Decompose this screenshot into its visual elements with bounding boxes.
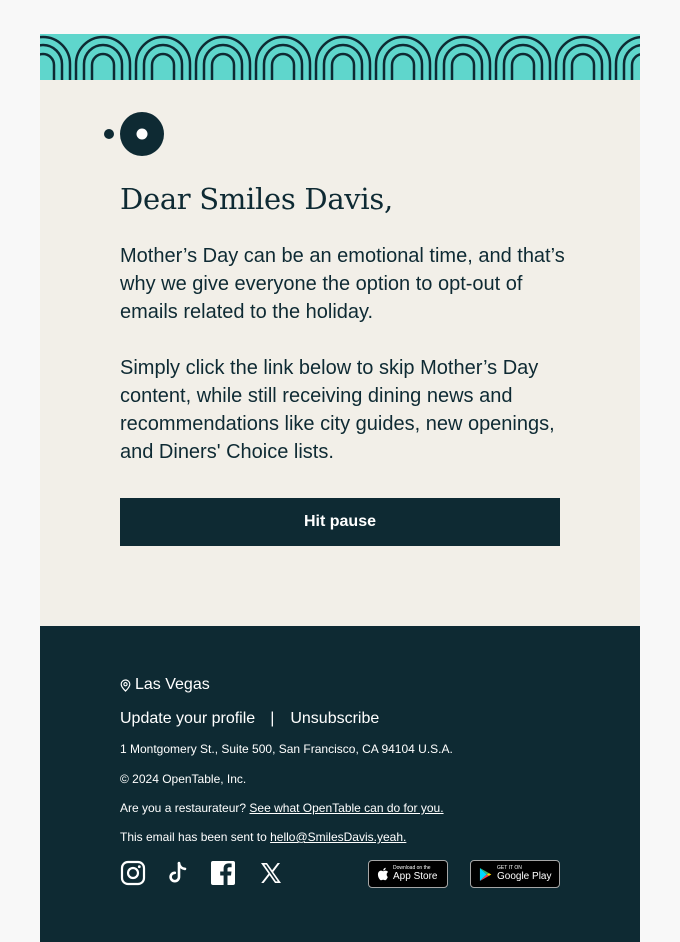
opentable-logo-icon [103, 112, 165, 158]
sent-to-prefix: This email has been sent to [120, 830, 267, 844]
email-body [40, 80, 640, 626]
restaurateur-line [120, 801, 444, 815]
location [120, 676, 210, 694]
email-footer [40, 626, 640, 942]
app-store-badge[interactable] [368, 860, 448, 888]
body-paragraph-2: Simply click the link below to skip Mother’s Day content, while still receiving dining news and recommendations like city guides, new openings, and Diners' Choice lists. [120, 357, 555, 463]
x-icon[interactable] [258, 860, 284, 886]
unsubscribe-link[interactable]: Unsubscribe [290, 710, 380, 727]
google-play-line2: Google Play [497, 871, 552, 882]
facebook-icon[interactable] [210, 860, 236, 886]
update-profile-link[interactable]: Update your profile [120, 710, 256, 727]
sent-to-email-link[interactable]: hello@SmilesDavis.yeah. [270, 830, 407, 844]
decorative-arches-banner [40, 34, 640, 80]
restaurateur-link[interactable]: See what OpenTable can do for you. [249, 801, 444, 815]
sent-to-line [120, 830, 406, 844]
location-label: Las Vegas [135, 676, 210, 693]
greeting-heading: Dear Smiles Davis, [120, 182, 393, 216]
app-store-line1: Download on the [393, 865, 431, 871]
apple-icon [377, 867, 389, 881]
google-play-line1: GET IT ON [497, 865, 522, 871]
app-store-line2: App Store [393, 871, 438, 882]
link-separator: | [270, 710, 275, 727]
google-play-icon [479, 867, 492, 882]
google-play-badge[interactable] [470, 860, 560, 888]
copyright: © 2024 OpenTable, Inc. [120, 772, 247, 786]
location-pin-icon [120, 679, 131, 692]
email-container [40, 34, 640, 942]
body-paragraph-1: Mother’s Day can be an emotional time, and that’s why we give everyone the option to opt-out of emails related to the holiday. [120, 245, 565, 323]
footer-links [120, 710, 379, 728]
tiktok-icon[interactable] [165, 860, 191, 886]
restaurateur-prompt: Are you a restaurateur? [120, 801, 247, 815]
instagram-icon[interactable] [120, 860, 146, 886]
company-address: 1 Montgomery St., Suite 500, San Francisco, CA 94104 U.S.A. [120, 742, 453, 756]
hit-pause-button[interactable]: Hit pause [120, 498, 560, 546]
